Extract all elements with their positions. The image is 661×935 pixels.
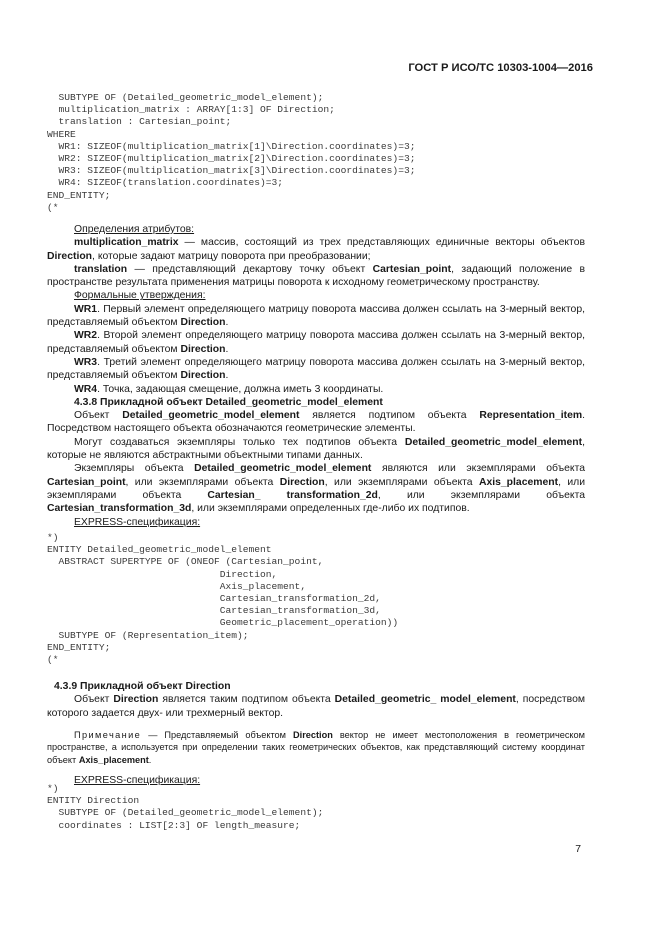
code-line: WHERE xyxy=(47,128,76,140)
express-code-block xyxy=(47,532,398,666)
code-line: SUBTYPE OF (Detailed_geometric_model_element); xyxy=(47,807,324,819)
section-heading: 4.3.8 Прикладной объект Detailed_geometric_model_element xyxy=(74,396,383,408)
code-line: WR3: SIZEOF(multiplication_matrix[3]\Direction.coordinates)=3; xyxy=(47,165,416,177)
paragraph: WR4. Точка, задающая смещение, должна иметь 3 координаты. xyxy=(74,383,384,395)
paragraph: Могут создаваться экземпляры только тех подтипов объекта Detailed_geometric_model_element, которые не являются абстрактными объектными типами данных. xyxy=(47,436,585,462)
code-line: WR4: SIZEOF(translation.coordinates)=3; xyxy=(47,177,284,189)
code-line: END_ENTITY; xyxy=(47,189,111,201)
code-line: translation : Cartesian_point; xyxy=(47,116,232,128)
code-line: END_ENTITY; xyxy=(47,641,111,653)
paragraph: WR2. Второй элемент определяющего матрицу поворота массива должен ссылать на 3-мерный вектор, представляемый объектом Direction. xyxy=(47,330,585,355)
paragraph: Экземпляры объекта Detailed_geometric_model_element являются или экземплярами объекта Cartesian_point, или экземплярами объекта Direction, или экземплярами объекта Axis_placement, или экземплярами объекта Cartesian_ transformation_2d, или экземплярами объекта Cartesian_transformation_3d, или экземплярами определенных где-либо их подтипов. xyxy=(47,463,586,515)
paragraph: Объект Detailed_geometric_model_element является подтипом объекта Representation_item. Посредством настоящего объекта обозначаются геометрические элементы. xyxy=(47,410,585,435)
code-line: ENTITY Direction xyxy=(47,795,140,807)
express-code-block xyxy=(47,783,323,832)
code-line: *) xyxy=(47,532,59,543)
paragraph: WR3. Третий элемент определяющего матрицу поворота массива должен ссылать на 3-мерный вектор, представляемый объектом Direction. xyxy=(47,356,585,382)
express-code-block xyxy=(47,92,415,214)
code-line: WR2: SIZEOF(multiplication_matrix[2]\Direction.coordinates)=3; xyxy=(47,153,416,165)
code-line: ABSTRACT SUPERTYPE OF (ONEOF (Cartesian_point, xyxy=(47,556,324,568)
note: Примечание — Представляемый объектом Direction вектор не имеет местоположения в геометрическом пространстве, а используется при определении таких геометрических объектов, как представляющий систему координат объект Axis_placement. xyxy=(47,729,585,765)
paragraph: translation — представляющий декартову точку объект Cartesian_point, задающий положение в пространстве результата применения матрицы поворота к исходному геометрическому пространству. xyxy=(47,263,585,289)
code-line: WR1: SIZEOF(multiplication_matrix[1]\Direction.coordinates)=3; xyxy=(47,140,416,152)
code-line: ENTITY Detailed_geometric_model_element xyxy=(47,544,272,556)
code-line: Axis_placement, xyxy=(47,580,307,592)
direction-section xyxy=(47,680,585,787)
subsection-title: Определения атрибутов: xyxy=(74,224,195,235)
section-heading: 4.3.9 Прикладной объект Direction xyxy=(54,681,231,692)
subsection-title: Формальные утверждения: xyxy=(74,290,206,302)
attribute-definitions-section xyxy=(47,223,585,529)
term: multiplication_matrix xyxy=(74,237,179,249)
code-line: Direction, xyxy=(47,568,278,580)
document-header: ГОСТ Р ИСО/ТС 10303-1004—2016 xyxy=(408,62,593,74)
code-line: (* xyxy=(47,654,59,666)
code-line: Cartesian_transformation_3d, xyxy=(47,605,381,617)
code-line: Cartesian_transformation_2d, xyxy=(47,593,381,605)
paragraph: WR1. Первый элемент определяющего матрицу поворота массива должен ссылать на 3-мерный вектор, представляемый объектом Direction. xyxy=(47,303,585,329)
code-line: SUBTYPE OF (Representation_item); xyxy=(47,629,249,641)
subsection-title: EXPRESS-спецификация: xyxy=(74,775,201,787)
code-line: (* xyxy=(47,201,59,213)
code-line: coordinates : LIST[2:3] OF length_measure; xyxy=(47,819,301,831)
code-line: multiplication_matrix : ARRAY[1:3] OF Direction; xyxy=(47,104,335,116)
subsection-title: EXPRESS-спецификация: xyxy=(74,516,201,528)
page-number: 7 xyxy=(575,844,581,855)
paragraph: multiplication_matrix — массив, состоящий из трех представляющих единичные векторы объектов Direction, которые задают матрицу поворота при преобразовании; xyxy=(47,237,585,262)
paragraph: Объект Direction является таким подтипом объекта Detailed_geometric_ model_element, посредством которого задается двух- или трехмерный вектор. xyxy=(47,694,585,719)
code-line: *) xyxy=(47,783,59,794)
code-line: Geometric_placement_operation)) xyxy=(47,617,399,629)
term: translation xyxy=(74,263,128,275)
code-line: SUBTYPE OF (Detailed_geometric_model_element); xyxy=(47,92,324,103)
